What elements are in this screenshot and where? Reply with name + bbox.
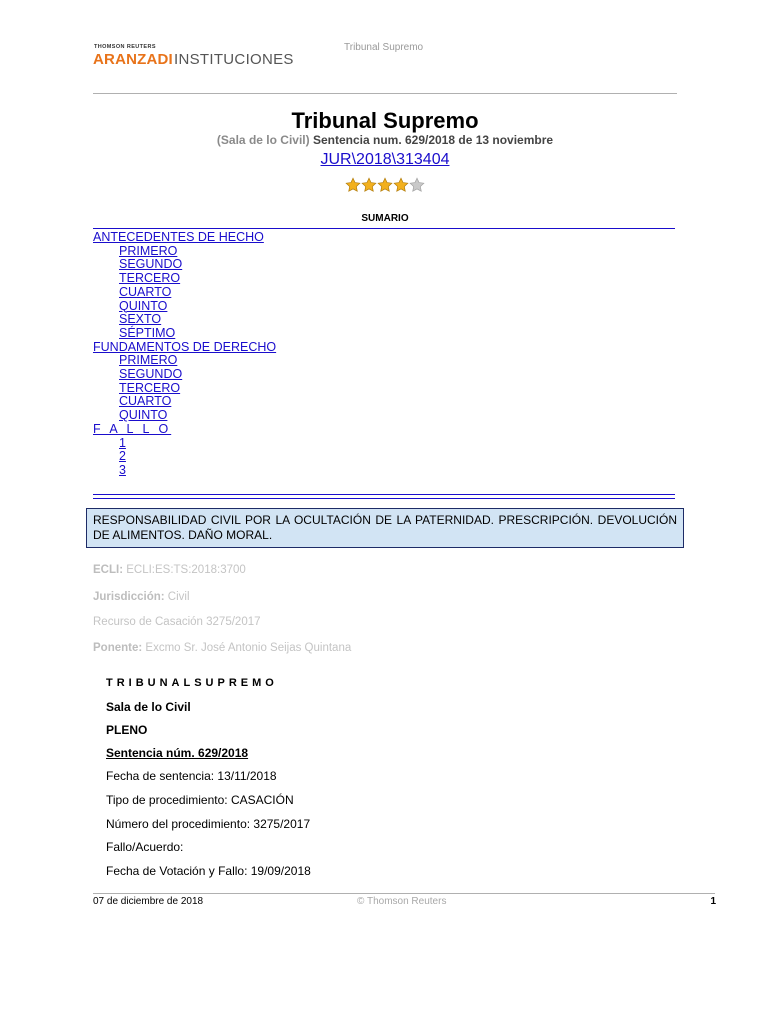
document-title: Tribunal Supremo (291, 108, 479, 133)
numero-procedimiento: Número del procedimiento: 3275/2017 (106, 817, 311, 831)
toc-item-link[interactable]: 3 (119, 462, 126, 477)
fecha-votacion: Fecha de Votación y Fallo: 19/09/2018 (106, 864, 311, 878)
footer-divider (93, 893, 715, 894)
toc-item-link[interactable]: TERCERO (119, 271, 181, 286)
rating-stars (345, 177, 425, 193)
ponente-label: Ponente: (93, 642, 143, 654)
toc-item-link[interactable]: SEXTO (119, 312, 162, 327)
sumario-divider (93, 228, 675, 229)
toc-item-link[interactable]: 1 (119, 435, 126, 450)
header-divider (93, 93, 677, 94)
pleno-label: PLENO (106, 723, 148, 737)
toc-item-link[interactable]: TERCERO (119, 380, 181, 395)
sumario-heading: SUMARIO (361, 213, 409, 224)
ponente-value: Excmo Sr. José Antonio Seijas Quintana (142, 642, 352, 654)
court-name: TRIBUNALSUPREMO (106, 677, 278, 689)
jurisdiccion-label: Jurisdicción: (93, 591, 165, 603)
toc-double-divider (93, 494, 675, 499)
toc-item-link[interactable]: SEGUNDO (119, 257, 183, 272)
summary-box: RESPONSABILIDAD CIVIL POR LA OCULTACIÓN DE LA PATERNIDAD. PRESCRIPCIÓN. DEVOLUCIÓN DE ALIMENTOS. DAÑO MORAL. (86, 508, 684, 548)
toc-item-link[interactable]: PRIMERO (119, 353, 178, 368)
sala-name: Sala de lo Civil (106, 700, 191, 714)
footer-date: 07 de diciembre de 2018 (93, 896, 204, 907)
aranzadi-logo (93, 44, 293, 70)
toc-section-link[interactable]: F A L L O (93, 421, 172, 436)
ponente-line (93, 642, 351, 654)
ecli-label: ECLI: (93, 564, 124, 576)
star-icon (393, 177, 409, 193)
reference-link[interactable]: JUR\2018\313404 (320, 151, 450, 168)
toc-item-link[interactable]: QUINTO (119, 298, 168, 313)
toc-item-link[interactable]: SÉPTIMO (119, 325, 176, 340)
jurisdiccion-value: Civil (164, 591, 190, 603)
reference-line (93, 151, 677, 169)
subtitle-sentencia: Sentencia num. 629/2018 de 13 noviembre (309, 133, 554, 147)
sentencia-number: Sentencia núm. 629/2018 (106, 746, 249, 760)
toc-item-link[interactable]: CUARTO (119, 284, 172, 299)
toc-item-link[interactable]: PRIMERO (119, 243, 178, 258)
header-center-title: Tribunal Supremo (344, 42, 424, 53)
toc-item-link[interactable]: SEGUNDO (119, 367, 183, 382)
toc-item-link[interactable]: 2 (119, 449, 126, 464)
star-icon (361, 177, 377, 193)
subtitle-sala: (Sala de lo Civil) (216, 133, 310, 147)
toc-section-link[interactable]: FUNDAMENTOS DE DERECHO (93, 339, 277, 354)
table-of-contents (93, 231, 276, 478)
toc-section-link[interactable]: ANTECEDENTES DE HECHO (93, 230, 264, 244)
tipo-procedimiento: Tipo de procedimiento: CASACIÓN (106, 793, 294, 807)
logo-brand: ARANZADI (93, 51, 173, 68)
fecha-sentencia: Fecha de sentencia: 13/11/2018 (106, 769, 277, 783)
document-subtitle (93, 133, 677, 147)
logo-thomson-reuters: THOMSON REUTERS (94, 44, 156, 50)
star-icon (345, 177, 361, 193)
footer-page-number: 1 (710, 896, 716, 907)
star-icon (409, 177, 425, 193)
ecli-value: ECLI:ES:TS:2018:3700 (123, 564, 246, 576)
recurso-line: Recurso de Casación 3275/2017 (93, 616, 261, 628)
jurisdiccion-line (93, 591, 190, 603)
fallo-acuerdo: Fallo/Acuerdo: (106, 840, 184, 854)
toc-item-link[interactable]: CUARTO (119, 394, 172, 409)
star-icon (377, 177, 393, 193)
logo-sub: INSTITUCIONES (174, 51, 294, 68)
toc-item-link[interactable]: QUINTO (119, 408, 168, 423)
ecli-line (93, 564, 246, 576)
footer-copyright: © Thomson Reuters (357, 896, 447, 907)
